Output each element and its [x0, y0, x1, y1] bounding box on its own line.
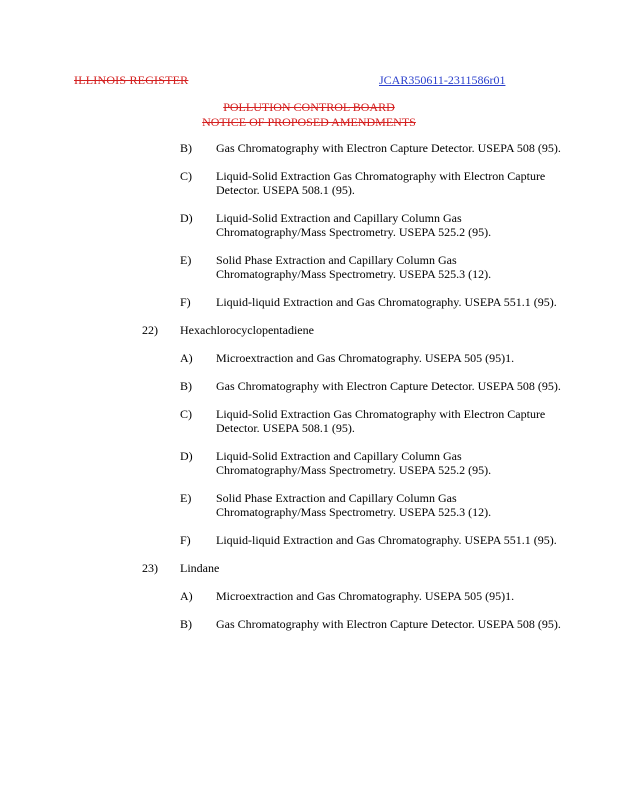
- section-number: 23): [142, 561, 158, 575]
- item-label: B): [180, 141, 192, 155]
- item-text: Liquid-liquid Extraction and Gas Chromatography. USEPA 551.1 (95).: [216, 533, 557, 547]
- section-title: Lindane: [180, 561, 220, 575]
- item-label: D): [180, 211, 193, 225]
- item-text: Liquid-Solid Extraction Gas Chromatography with Electron Capture Detector. USEPA 508.1 (95).: [216, 407, 546, 435]
- item-text: Gas Chromatography with Electron Capture Detector. USEPA 508 (95).: [216, 141, 561, 155]
- item-text: Gas Chromatography with Electron Capture Detector. USEPA 508 (95).: [216, 379, 561, 393]
- item-label: A): [180, 351, 193, 365]
- item-label: E): [180, 253, 192, 267]
- item-text: Microextraction and Gas Chromatography. USEPA 505 (95)1.: [216, 589, 515, 603]
- item-label: B): [180, 617, 192, 631]
- item-label: F): [180, 533, 191, 547]
- section-heading: [0, 323, 618, 337]
- list-item: [0, 407, 618, 435]
- item-label: C): [180, 407, 192, 421]
- list-item: [0, 449, 618, 477]
- item-label: C): [180, 169, 192, 183]
- list-item: [0, 253, 618, 281]
- list-item: [0, 141, 618, 155]
- item-text: Solid Phase Extraction and Capillary Column Gas Chromatography/Mass Spectrometry. USEPA 525.3 (12).: [216, 253, 492, 281]
- section-heading: [0, 561, 618, 575]
- item-text: Liquid-liquid Extraction and Gas Chromatography. USEPA 551.1 (95).: [216, 295, 557, 309]
- header-agency: POLLUTION CONTROL BOARD: [223, 100, 395, 114]
- item-label: E): [180, 491, 192, 505]
- item-text: Liquid-Solid Extraction and Capillary Column Gas Chromatography/Mass Spectrometry. USEPA 525.2 (95).: [216, 211, 492, 239]
- header-jcar-id[interactable]: JCAR350611-2311586r01: [379, 73, 506, 87]
- list-item: [0, 211, 618, 239]
- section-title: Hexachlorocyclopentadiene: [180, 323, 314, 337]
- item-label: B): [180, 379, 192, 393]
- item-label: F): [180, 295, 191, 309]
- item-text: Microextraction and Gas Chromatography. USEPA 505 (95)1.: [216, 351, 515, 365]
- item-text: Liquid-Solid Extraction and Capillary Column Gas Chromatography/Mass Spectrometry. USEPA 525.2 (95).: [216, 449, 492, 477]
- list-item: [0, 533, 618, 547]
- item-text: Liquid-Solid Extraction Gas Chromatography with Electron Capture Detector. USEPA 508.1 (95).: [216, 169, 546, 197]
- list-item: [0, 589, 618, 603]
- document-body: [0, 141, 618, 645]
- list-item: [0, 351, 618, 365]
- list-item: [0, 617, 618, 631]
- list-item: [0, 491, 618, 519]
- item-text: Gas Chromatography with Electron Capture Detector. USEPA 508 (95).: [216, 617, 561, 631]
- list-item: [0, 379, 618, 393]
- item-label: A): [180, 589, 193, 603]
- header-register-title: ILLINOIS REGISTER: [74, 73, 189, 87]
- list-item: [0, 295, 618, 309]
- item-text: Solid Phase Extraction and Capillary Column Gas Chromatography/Mass Spectrometry. USEPA 525.3 (12).: [216, 491, 492, 519]
- section-number: 22): [142, 323, 158, 337]
- list-item: [0, 169, 618, 197]
- item-label: D): [180, 449, 193, 463]
- header-notice-type: NOTICE OF PROPOSED AMENDMENTS: [202, 115, 416, 129]
